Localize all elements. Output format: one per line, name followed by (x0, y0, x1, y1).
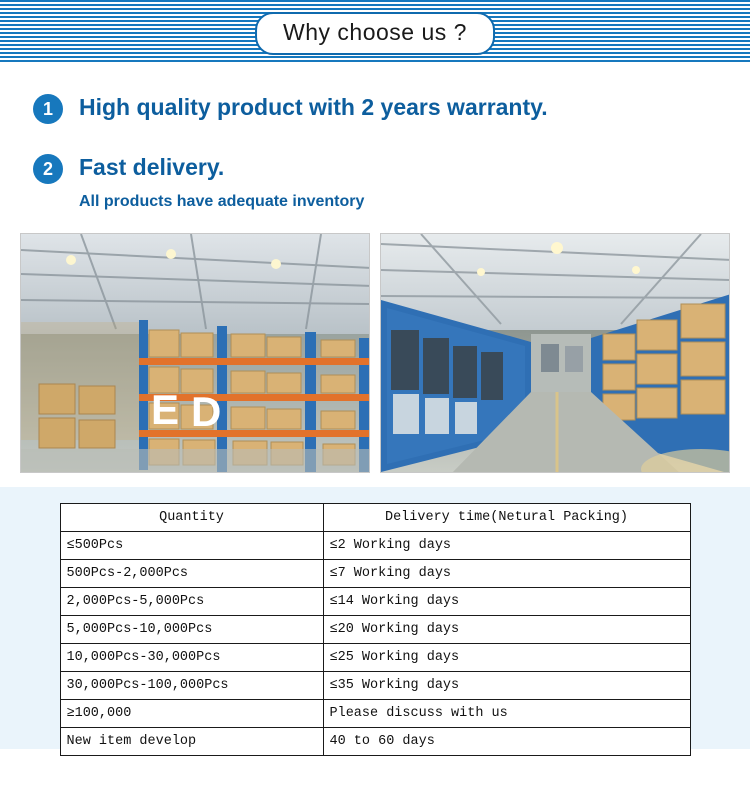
selling-point-2-subtitle: All products have adequate inventory (79, 193, 365, 210)
column-header-delivery-time: Delivery time(Netural Packing) (323, 504, 690, 532)
cell-delivery: ≤25 Working days (323, 644, 690, 672)
warehouse-racking-illustration (21, 234, 370, 473)
cell-delivery: ≤20 Working days (323, 616, 690, 644)
cell-quantity: 10,000Pcs-30,000Pcs (60, 644, 323, 672)
cell-quantity: New item develop (60, 728, 323, 756)
selling-point-1-text (79, 92, 548, 122)
table-row (60, 728, 690, 756)
cell-quantity: 2,000Pcs-5,000Pcs (60, 588, 323, 616)
selling-points (0, 64, 750, 211)
cell-quantity: 500Pcs-2,000Pcs (60, 560, 323, 588)
cell-delivery: ≤14 Working days (323, 588, 690, 616)
cell-quantity: 5,000Pcs-10,000Pcs (60, 616, 323, 644)
cell-delivery: Please discuss with us (323, 700, 690, 728)
table-row (60, 644, 690, 672)
table-row (60, 616, 690, 644)
cell-delivery: ≤35 Working days (323, 672, 690, 700)
column-header-quantity: Quantity (60, 504, 323, 532)
page-title: Why choose us ? (283, 19, 467, 45)
svg-text:E: E (151, 386, 180, 433)
delivery-table-section (0, 487, 750, 749)
cell-quantity: ≤500Pcs (60, 532, 323, 560)
selling-point-1 (0, 92, 750, 124)
banner-title-box (255, 12, 495, 55)
table-row (60, 560, 690, 588)
badge-number-icon: 1 (33, 94, 63, 124)
table-row (60, 588, 690, 616)
badge-number-icon: 2 (33, 154, 63, 184)
selling-point-2 (0, 152, 750, 211)
cell-delivery: ≤2 Working days (323, 532, 690, 560)
warehouse-aisle-illustration (381, 234, 730, 473)
table-row (60, 532, 690, 560)
selling-point-2-title: Fast delivery. (79, 154, 225, 180)
header-banner (0, 0, 750, 64)
delivery-time-table (60, 503, 691, 756)
warehouse-photo-right (380, 233, 730, 473)
table-row (60, 672, 690, 700)
cell-delivery: 40 to 60 days (323, 728, 690, 756)
svg-text:D: D (191, 388, 222, 435)
selling-point-2-text (79, 152, 364, 211)
selling-point-1-title: High quality product with 2 years warranty. (79, 94, 548, 120)
table-row (60, 700, 690, 728)
table-header-row (60, 504, 690, 532)
cell-quantity: 30,000Pcs-100,000Pcs (60, 672, 323, 700)
cell-quantity: ≥100,000 (60, 700, 323, 728)
warehouse-photo-left (20, 233, 370, 473)
warehouse-photos (0, 211, 750, 473)
cell-delivery: ≤7 Working days (323, 560, 690, 588)
